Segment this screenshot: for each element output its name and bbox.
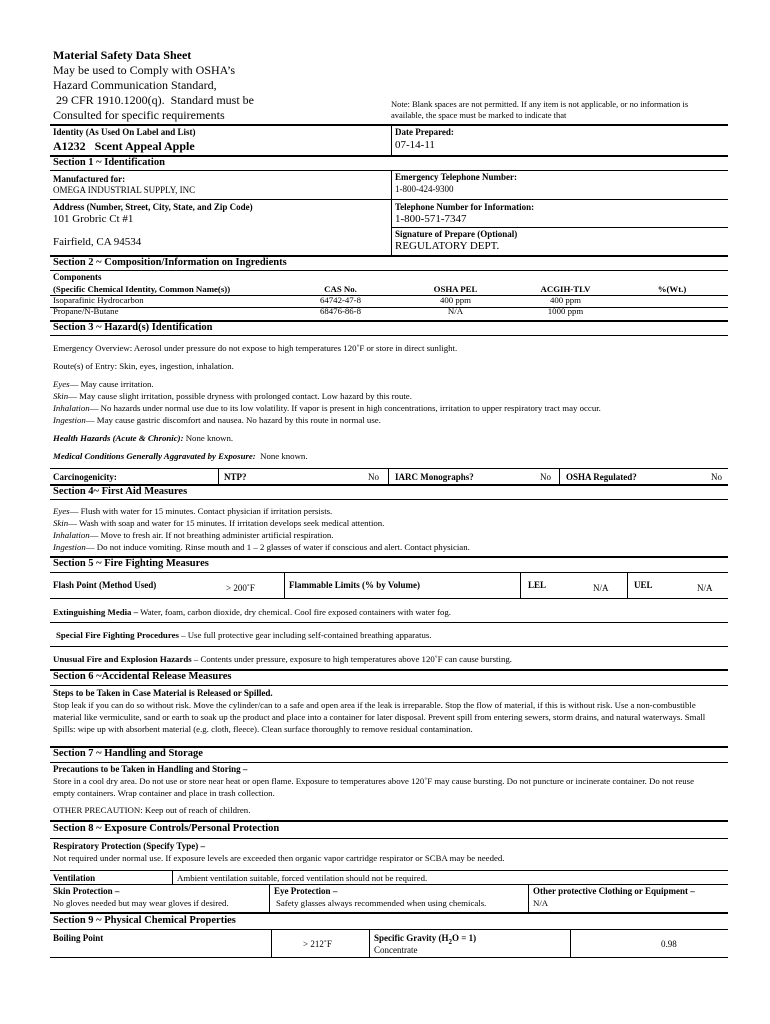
label: Unusual Fire and Explosion Hazards — [53, 654, 192, 664]
rule — [50, 762, 728, 763]
lel-value: N/A — [593, 583, 609, 593]
components-label: Components — [53, 272, 102, 282]
rule — [50, 270, 728, 271]
text: — No hazards under normal use due to its low volatility. If vapor is present in high concentrations, irritation to upper respiratory tract may occur. — [89, 403, 601, 413]
section-1-title: Section 1 ~ Identification — [53, 157, 165, 168]
rule — [50, 468, 728, 469]
table-cell: 1000 ppm — [547, 306, 584, 316]
rule — [50, 335, 728, 336]
table-cell: Isoparafinic Hydrocarbon — [53, 295, 144, 305]
manufactured-for-value: OMEGA INDUSTRIAL SUPPLY, INC — [53, 185, 196, 195]
divider — [391, 125, 392, 155]
value: None known. — [255, 451, 308, 461]
unusual-hazards — [53, 654, 512, 665]
text: — May cause slight irritation, possible dryness with prolonged contact. Low hazard by this route. — [68, 391, 412, 401]
label: Health Hazards (Acute & Chronic): — [53, 433, 184, 443]
column-header: %(Wt.) — [657, 284, 687, 294]
first-aid-ingestion — [53, 542, 470, 553]
special-fire-procedures — [56, 630, 431, 641]
health-hazards — [53, 433, 233, 444]
divider — [391, 170, 392, 256]
hazard-inhalation — [53, 403, 601, 414]
table-cell: 400 ppm — [439, 295, 472, 305]
rule — [50, 685, 728, 686]
rule — [50, 646, 728, 647]
rule — [50, 622, 728, 623]
routes-of-entry: Route(s) of Entry: Skin, eyes, ingestion, inhalation. — [53, 361, 234, 371]
document-title: Material Safety Data Sheet — [53, 48, 192, 62]
eye-protection-text: Safety glasses always recommended when using chemicals. — [276, 898, 487, 908]
hazard-ingestion — [53, 415, 381, 426]
rule — [50, 295, 728, 296]
table-cell: 68476-86-8 — [319, 306, 362, 316]
precautions-text: Store in a cool dry area. Do not use or store near heat or open flame. Exposure to temperatures above 120˚F may cause bursting. Do not puncture or incinerate container. Do not reuse empty containers. Wrap container and place in trash collection. — [53, 776, 694, 798]
section-5-title: Section 5 ~ Fire Fighting Measures — [53, 558, 209, 569]
flammable-limits-label: Flammable Limits (% by Volume) — [289, 580, 421, 590]
label-part: O = 1) — [451, 933, 477, 943]
rule — [50, 499, 728, 500]
carcinogenicity-label: Carcinogenicity: — [53, 472, 117, 482]
skin-protection-label: Skin Protection – — [53, 886, 120, 896]
divider — [559, 468, 560, 485]
header-line-1: May be used to Comply with OSHA’s — [53, 63, 236, 77]
header-note: Note: Blank spaces are not permitted. If any item is not applicable, or no information is available, the space must be marked to indicate that — [391, 99, 689, 121]
ventilation-label: Ventilation — [53, 873, 96, 883]
ingredients-table — [53, 284, 726, 317]
divider — [520, 572, 521, 598]
rule — [50, 929, 728, 930]
osha-regulated-value: No — [711, 472, 722, 482]
lel-label: LEL — [528, 580, 547, 590]
rule — [50, 598, 728, 599]
divider — [388, 468, 389, 485]
table-cell: 400 ppm — [549, 295, 582, 305]
rule — [50, 884, 728, 885]
table-row — [53, 295, 726, 306]
iarc-label: IARC Monographs? — [395, 472, 474, 482]
rule — [50, 870, 728, 871]
divider — [284, 572, 285, 598]
date-prepared-label: Date Prepared: — [395, 127, 454, 137]
term: Ingestion — [53, 415, 86, 425]
info-phone-label: Telephone Number for Information: — [395, 202, 535, 212]
rule — [50, 307, 728, 308]
emergency-overview: Emergency Overview: Aerosol under pressure do not expose to high temperatures 120˚F or store in direct sunlight. — [53, 343, 458, 353]
header-line-4: Consulted for specific requirements — [53, 108, 225, 122]
label-part: Specific Gravity (H — [374, 933, 449, 943]
rule — [50, 957, 728, 958]
rule — [50, 124, 728, 126]
header-line-2: Hazard Communication Standard, — [53, 78, 217, 92]
ntp-value: No — [368, 472, 379, 482]
table-cell: 64742-47-8 — [319, 295, 362, 305]
text: — Move to fresh air. If not breathing administer artificial respiration. — [89, 530, 334, 540]
term: Ingestion — [53, 542, 86, 552]
iarc-value: No — [540, 472, 551, 482]
hazard-skin — [53, 391, 412, 402]
subscript: 2 — [448, 937, 452, 946]
term: Skin — [53, 391, 69, 401]
column-header: OSHA PEL — [433, 284, 478, 294]
hazard-eyes — [53, 379, 154, 390]
identity-value: A1232 Scent Appeal Apple — [53, 139, 195, 153]
term: Eyes — [53, 379, 70, 389]
column-header: ACGIH-TLV — [540, 284, 591, 294]
text: — Wash with soap and water for 15 minutes. If irritation develops seek medical attention. — [68, 518, 385, 528]
value: Water, foam, carbon dioxide, dry chemical. Cool fire exposed containers with water fog. — [138, 607, 451, 617]
emergency-phone-value: 1-800-424-9300 — [395, 184, 454, 194]
extinguishing-media — [53, 607, 451, 618]
term: Skin — [53, 518, 69, 528]
divider — [570, 929, 571, 957]
term: Eyes — [53, 506, 70, 516]
rule — [50, 199, 728, 200]
skin-protection-text: No gloves needed but may wear gloves if desired. — [53, 898, 229, 908]
other-precaution: OTHER PRECAUTION: Keep out of reach of children. — [53, 805, 251, 815]
info-phone-value: 1-800-571-7347 — [395, 213, 467, 225]
label: Medical Conditions Generally Aggravated by Exposure: — [53, 451, 256, 461]
table-cell — [618, 295, 726, 306]
flash-point-value: > 200˚F — [226, 583, 255, 593]
table-cell: Propane/N-Butane — [53, 306, 119, 316]
divider — [528, 884, 529, 912]
osha-regulated-label: OSHA Regulated? — [566, 472, 637, 482]
eye-protection-label: Eye Protection – — [274, 886, 338, 896]
respiratory-label: Respiratory Protection (Specify Type) – — [53, 841, 205, 851]
rule — [50, 838, 728, 839]
value: – Use full protective gear including self-contained breathing apparatus. — [178, 630, 432, 640]
identity-label: Identity (As Used On Label and List) — [53, 127, 196, 137]
address-label: Address (Number, Street, City, State, and Zip Code) — [53, 202, 253, 212]
section-4-title: Section 4~ First Aid Measures — [53, 486, 188, 497]
release-steps-text: Stop leak if you can do so without risk. Move the cylinder/can to a safe and open area if the leak is irreparable. Stop the flow of material, if this is without risk. Use a non-combustible material like vermiculite, sand or earth to soak up the product and place into a container for later disposal. Prevent spill from entering sewers, storm drains, and natural waterways. Small Spills: wipe up with absorbent material (e.g. cloth, fleece). Clean surface thoroughly to remove residual contamination. — [53, 700, 706, 734]
text: — Do not induce vomiting. Rinse mouth and 1 – 2 glasses of water if conscious and alert. Contact physician. — [85, 542, 470, 552]
divider — [269, 884, 270, 912]
value: None known. — [183, 433, 234, 443]
rule — [50, 170, 728, 171]
term: Inhalation — [53, 403, 90, 413]
value: – Contents under pressure, exposure to high temperatures above 120˚F can cause bursting. — [191, 654, 512, 664]
first-aid-eyes — [53, 506, 332, 517]
signature-value: REGULATORY DEPT. — [395, 240, 500, 252]
text: — Flush with water for 15 minutes. Contact physician if irritation persists. — [69, 506, 333, 516]
term: Inhalation — [53, 530, 90, 540]
signature-label: Signature of Prepare (Optional) — [395, 229, 518, 239]
divider — [627, 572, 628, 598]
text: — May cause irritation. — [69, 379, 154, 389]
address-line-1: 101 Grobric Ct #1 — [53, 213, 134, 225]
release-steps-label: Steps to be Taken in Case Material is Released or Spilled. — [53, 688, 273, 698]
column-header: CAS No. — [324, 284, 357, 294]
section-8-title: Section 8 ~ Exposure Controls/Personal Protection — [53, 823, 280, 834]
header-line-3: 29 CFR 1910.1200(q). Standard must be — [53, 93, 254, 107]
address-line-2: Fairfield, CA 94534 — [53, 236, 142, 248]
date-prepared-value: 07-14-11 — [395, 139, 435, 151]
specific-gravity-sublabel: Concentrate — [374, 945, 418, 955]
boiling-point-value: > 212˚F — [303, 939, 332, 949]
respiratory-text: Not required under normal use. If exposure levels are exceeded then organic vapor cartridge respirator or SCBA may be needed. — [53, 853, 505, 863]
precautions-label: Precautions to be Taken in Handling and Storing – — [53, 764, 248, 774]
ventilation-text: Ambient ventilation suitable, forced ventilation should not be required. — [177, 873, 428, 883]
other-clothing-text: N/A — [533, 898, 549, 908]
manufactured-for-label: Manufactured for: — [53, 174, 126, 184]
specific-gravity-value: 0.98 — [661, 939, 677, 949]
divider — [218, 468, 219, 485]
divider — [271, 929, 272, 957]
boiling-point-label: Boiling Point — [53, 933, 104, 943]
first-aid-skin — [53, 518, 384, 529]
uel-value: N/A — [697, 583, 713, 593]
section-2-title: Section 2 ~ Composition/Information on Ingredients — [53, 257, 287, 268]
table-header-row — [53, 284, 726, 295]
column-header: (Specific Chemical Identity, Common Name(s)) — [53, 284, 231, 294]
section-9-title: Section 9 ~ Physical Chemical Properties — [53, 915, 236, 926]
other-clothing-label: Other protective Clothing or Equipment – — [533, 886, 695, 896]
emergency-phone-label: Emergency Telephone Number: — [395, 172, 517, 182]
flash-point-label: Flash Point (Method Used) — [53, 580, 157, 590]
medical-conditions — [53, 451, 308, 462]
first-aid-inhalation — [53, 530, 333, 541]
divider — [172, 870, 173, 884]
table-cell: N/A — [447, 306, 464, 316]
divider — [369, 929, 370, 957]
label: Special Fire Fighting Procedures — [56, 630, 179, 640]
uel-label: UEL — [634, 580, 653, 590]
section-7-title: Section 7 ~ Handling and Storage — [53, 748, 203, 759]
rule — [391, 227, 728, 228]
label: Extinguishing Media – — [53, 607, 139, 617]
text: — May cause gastric discomfort and nausea. No hazard by this route in normal use. — [85, 415, 381, 425]
section-3-title: Section 3 ~ Hazard(s) Identification — [53, 322, 213, 333]
section-6-title: Section 6 ~Accidental Release Measures — [53, 671, 232, 682]
ntp-label: NTP? — [224, 472, 247, 482]
